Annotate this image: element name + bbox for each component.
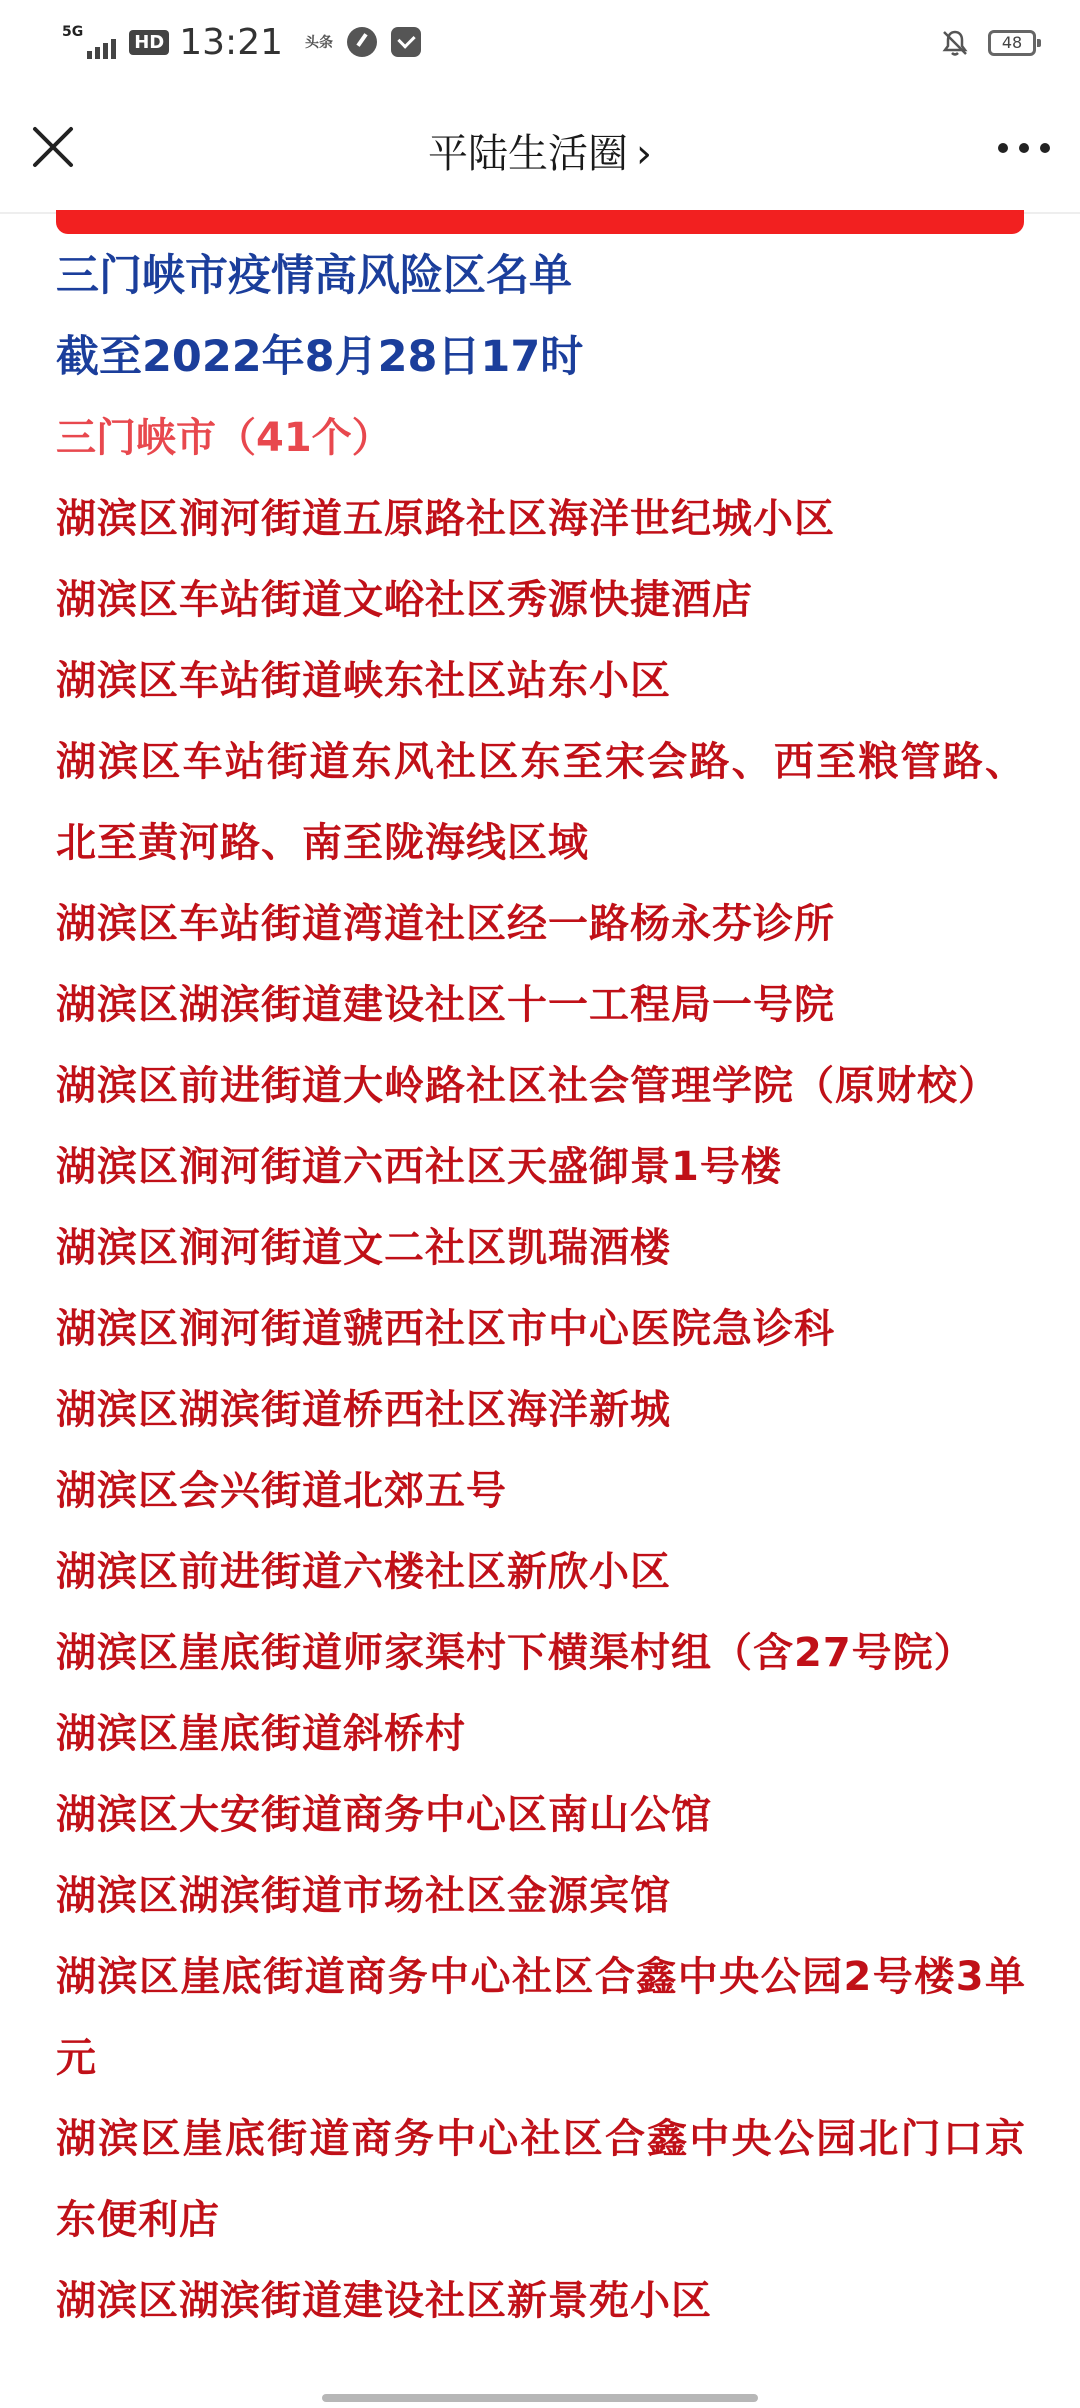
city-heading: 三门峡市（41个） <box>56 415 392 461</box>
list-item: 湖滨区大安街道商务中心区南山公馆 <box>56 1792 712 1838</box>
nav-bar <box>0 86 1080 214</box>
battery-level: 48 <box>1001 33 1023 52</box>
page-title: 平陆生活圈 <box>428 131 628 177</box>
list-item: 湖滨区会兴街道北郊五号 <box>56 1468 507 1514</box>
article-title: 三门峡市疫情高风险区名单 <box>56 251 572 301</box>
network-type: 5G <box>62 24 84 40</box>
account-title-link[interactable] <box>0 122 1080 179</box>
message-icon <box>391 27 421 57</box>
list-item: 湖滨区车站街道东风社区东至宋会路、西至粮管路、北至黄河路、南至陇海线区域 <box>56 739 1026 866</box>
battery-icon <box>988 30 1036 56</box>
compass-icon <box>347 27 377 57</box>
list-item: 湖滨区湖滨街道建设社区新景苑小区 <box>56 2278 712 2324</box>
list-item: 湖滨区涧河街道五原路社区海洋世纪城小区 <box>56 496 835 542</box>
status-left <box>62 18 421 66</box>
list-item: 湖滨区涧河街道文二社区凯瑞酒楼 <box>56 1225 671 1271</box>
article-body <box>56 236 1026 2342</box>
list-item: 湖滨区湖滨街道市场社区金源宾馆 <box>56 1873 671 1919</box>
status-bar <box>0 0 1080 86</box>
list-item: 湖滨区湖滨街道建设社区十一工程局一号院 <box>56 982 835 1028</box>
list-item: 湖滨区前进街道大岭路社区社会管理学院（原财校） <box>56 1063 999 1109</box>
status-right <box>940 26 1036 60</box>
list-item: 湖滨区崖底街道商务中心社区合鑫中央公园2号楼3单元 <box>56 1954 1026 2081</box>
list-item: 湖滨区车站街道湾道社区经一路杨永芬诊所 <box>56 901 835 947</box>
list-item: 湖滨区湖滨街道桥西社区海洋新城 <box>56 1387 671 1433</box>
list-item: 湖滨区涧河街道虢西社区市中心医院急诊科 <box>56 1306 835 1352</box>
list-item: 湖滨区崖底街道商务中心社区合鑫中央公园北门口京东便利店 <box>56 2116 1026 2243</box>
home-indicator[interactable] <box>322 2394 758 2402</box>
list-item: 湖滨区车站街道文峪社区秀源快捷酒店 <box>56 577 753 623</box>
list-item: 湖滨区前进街道六楼社区新欣小区 <box>56 1549 671 1595</box>
article-date: 截至2022年8月28日17时 <box>56 332 584 382</box>
list-item: 湖滨区车站街道峡东社区站东小区 <box>56 658 671 704</box>
mute-bell-icon <box>940 28 970 58</box>
app-notification-icon: 头条 <box>305 35 333 51</box>
chevron-right-icon: › <box>636 131 652 177</box>
red-banner <box>56 210 1024 234</box>
clock: 13:21 <box>179 21 283 63</box>
more-options-icon[interactable] <box>998 130 1050 166</box>
list-item: 湖滨区崖底街道斜桥村 <box>56 1711 466 1757</box>
hd-badge: HD <box>129 30 169 55</box>
list-item: 湖滨区涧河街道六西社区天盛御景1号楼 <box>56 1144 782 1190</box>
list-item: 湖滨区崖底街道师家渠村下横渠村组（含27号院） <box>56 1630 975 1676</box>
signal-icon <box>62 25 119 59</box>
